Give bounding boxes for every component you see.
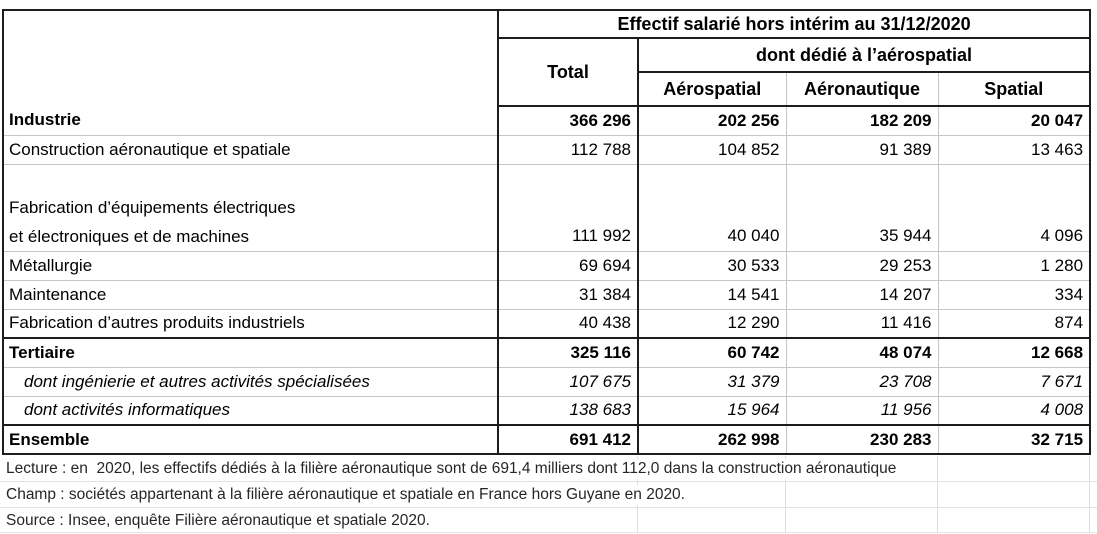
table-row-dont-informatiques [3,396,1090,425]
note-lecture-text: Lecture : en 2020, les effectifs dédiés à la filière aéronautique sont de 691,4 milliers dont 112,0 dans la construction aéronautique [6,459,899,479]
cell-aerospatial: 60 742 [638,338,786,367]
cell-aeronautique: 91 389 [786,135,938,164]
column-header-spatial: Spatial [938,72,1090,106]
note-champ-text: Champ : sociétés appartenant à la filière aéronautique et spatiale en France hors Guyane en 2020. [6,485,688,505]
table-body [3,106,1090,454]
column-header-aeronautique: Aéronautique [786,72,938,106]
cell-spatial: 334 [938,280,1090,309]
cell-total: 691 412 [498,425,638,454]
cell-aeronautique: 11 956 [786,396,938,425]
row-label: Maintenance [3,280,498,309]
cell-aerospatial: 202 256 [638,106,786,135]
note-source [0,508,1097,534]
cell-total: 107 675 [498,367,638,396]
row-label-line-2: et électroniques et de machines [9,226,250,246]
cell-aerospatial: 14 541 [638,280,786,309]
table-footnotes [0,456,1097,534]
note-lecture [0,456,1097,482]
cell-total: 138 683 [498,396,638,425]
cell-aeronautique: 11 416 [786,309,938,338]
row-label: Construction aéronautique et spatiale [3,135,498,164]
cell-spatial: 4 008 [938,396,1090,425]
table-row-fabrication-autres [3,309,1090,338]
row-label: Industrie [3,106,498,135]
table-row-metallurgie [3,251,1090,280]
header-row-title [3,10,1090,38]
cell-total: 111 992 [498,164,638,251]
employment-stats-table [2,9,1091,455]
cell-aeronautique: 230 283 [786,425,938,454]
table-title: Effectif salarié hors intérim au 31/12/2020 [498,10,1090,38]
table-row-fabrication-equipements [3,164,1090,251]
cell-spatial: 12 668 [938,338,1090,367]
row-label: Fabrication d’autres produits industriels [3,309,498,338]
cell-aeronautique: 14 207 [786,280,938,309]
table-row-maintenance [3,280,1090,309]
cell-total: 31 384 [498,280,638,309]
cell-spatial: 874 [938,309,1090,338]
row-label-line-1: Fabrication d’équipements électriques [9,197,296,217]
row-label: Ensemble [3,425,498,454]
cell-aerospatial: 31 379 [638,367,786,396]
table-row-ensemble [3,425,1090,454]
row-label: Métallurgie [3,251,498,280]
cell-spatial: 7 671 [938,367,1090,396]
cell-total: 325 116 [498,338,638,367]
cell-aerospatial: 12 290 [638,309,786,338]
cell-aerospatial: 40 040 [638,164,786,251]
cell-total: 112 788 [498,135,638,164]
note-champ [0,482,1097,508]
column-header-aerospatial: Aérospatial [638,72,786,106]
column-group-header: dont dédié à l’aérospatial [638,38,1090,72]
cell-aeronautique: 35 944 [786,164,938,251]
cell-aeronautique: 182 209 [786,106,938,135]
cell-aeronautique: 29 253 [786,251,938,280]
table-row-dont-ingenierie [3,367,1090,396]
cell-aerospatial: 104 852 [638,135,786,164]
cell-aerospatial: 15 964 [638,396,786,425]
column-header-total: Total [498,38,638,106]
table-row-tertiaire [3,338,1090,367]
note-source-text: Source : Insee, enquête Filière aéronautique et spatiale 2020. [6,511,433,531]
cell-aeronautique: 23 708 [786,367,938,396]
cell-spatial: 32 715 [938,425,1090,454]
cell-aeronautique: 48 074 [786,338,938,367]
row-label: dont activités informatiques [3,396,498,425]
row-label [3,164,498,251]
table-row-industrie [3,106,1090,135]
cell-aerospatial: 262 998 [638,425,786,454]
cell-spatial: 20 047 [1031,110,1084,130]
cell-total: 366 296 [498,106,638,135]
cell-spatial: 4 096 [938,164,1090,251]
cell-total: 40 438 [498,309,638,338]
table-row-construction [3,135,1090,164]
cell-aerospatial: 30 533 [638,251,786,280]
row-label: dont ingénierie et autres activités spécialisées [3,367,498,396]
row-label: Tertiaire [3,338,498,367]
corner-cell [3,10,498,106]
cell-total: 69 694 [498,251,638,280]
table-header [3,10,1090,106]
cell-spatial: 1 280 [938,251,1090,280]
cell-spatial: 13 463 [938,135,1090,164]
